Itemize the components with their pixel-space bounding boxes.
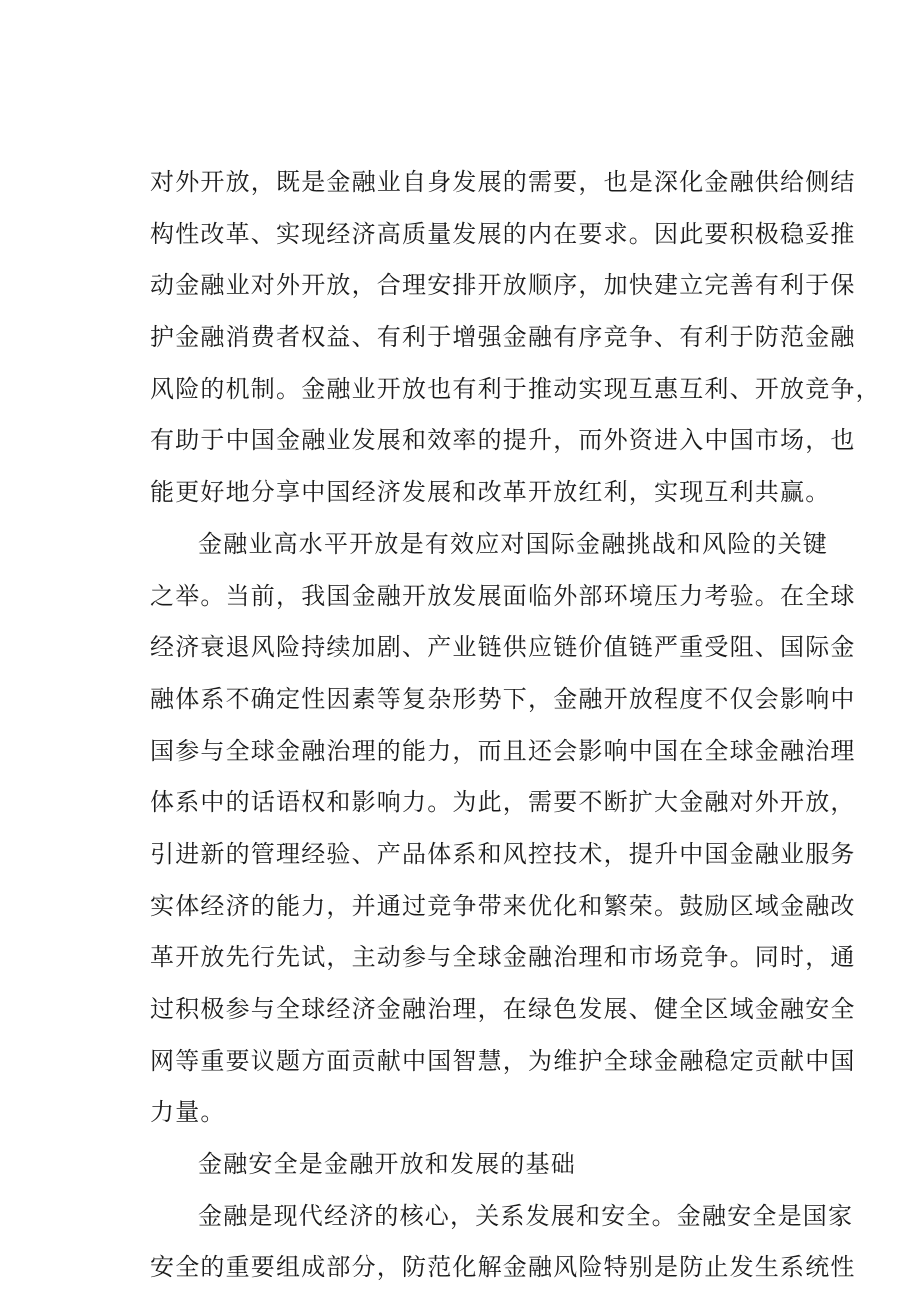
text-line: 能更好地分享中国经济发展和改革开放红利，实现互利共赢。 <box>150 478 831 507</box>
document-body <box>150 157 881 1294</box>
text-line: 构性改革、实现经济高质量发展的内在要求。因此要积极稳妥推 <box>150 219 856 248</box>
text-line: 引进新的管理经验、产品体系和风控技术，提升中国金融业服务 <box>150 839 856 868</box>
text-line: 之举。当前，我国金融开放发展面临外部环境压力考验。在全球 <box>150 581 856 610</box>
text-line: 护金融消费者权益、有利于增强金融有序竞争、有利于防范金融 <box>150 323 856 352</box>
text-line: 安全的重要组成部分，防范化解金融风险特别是防止发生系统性 <box>150 1253 856 1282</box>
text-line: 过积极参与全球经济金融治理，在绿色发展、健全区域金融安全 <box>150 995 856 1023</box>
text-line: 融体系不确定性因素等复杂形势下，金融开放程度不仅会影响中 <box>150 684 856 713</box>
text-line: 网等重要议题方面贡献中国智慧，为维护全球金融稳定贡献中国 <box>150 1046 856 1075</box>
paragraph-first-line: 金融是现代经济的核心，关系发展和安全。金融安全是国家 <box>198 1201 854 1230</box>
text-line: 国参与全球金融治理的能力，而且还会影响中国在全球金融治理 <box>150 736 856 765</box>
text-line: 对外开放，既是金融业自身发展的需要，也是深化金融供给侧结 <box>150 168 856 196</box>
text-line: 实体经济的能力，并通过竞争带来优化和繁荣。鼓励区域金融改 <box>150 891 856 920</box>
paragraph-first-line: 金融业高水平开放是有效应对国际金融挑战和风险的关键 <box>198 529 828 558</box>
text-line: 力量。 <box>150 1098 226 1127</box>
section-heading: 金融安全是金融开放和发展的基础 <box>198 1150 576 1179</box>
text-line: 经济衰退风险持续加剧、产业链供应链价值链严重受阻、国际金 <box>150 633 856 662</box>
text-line: 动金融业对外开放，合理安排开放顺序，加快建立完善有利于保 <box>150 271 856 300</box>
text-line: 风险的机制。金融业开放也有利于推动实现互惠互利、开放竞争， <box>150 374 881 403</box>
text-line: 有助于中国金融业发展和效率的提升，而外资进入中国市场，也 <box>150 426 856 455</box>
text-line: 革开放先行先试，主动参与全球金融治理和市场竞争。同时，通 <box>150 943 856 972</box>
text-line: 体系中的话语权和影响力。为此，需要不断扩大金融对外开放， <box>150 788 856 817</box>
